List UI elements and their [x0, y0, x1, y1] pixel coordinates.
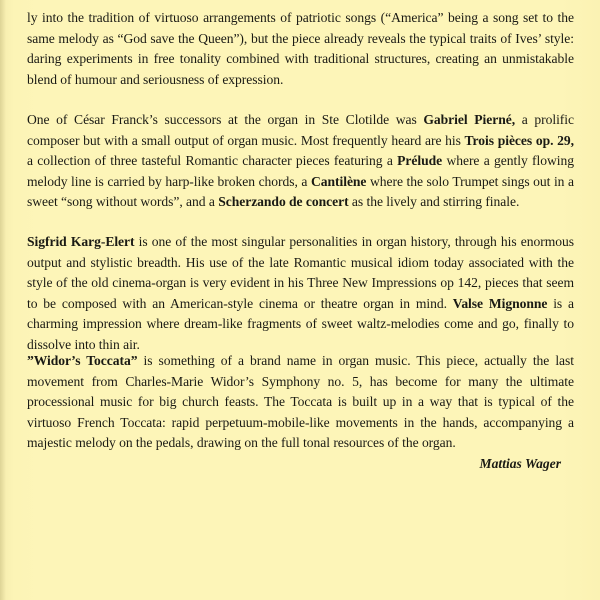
paragraph-text: is a charming impression where dream-like fragments of sweet waltz-melodies come and go, finally to dissolve into thin air. — [27, 295, 574, 352]
paragraph-text: where the solo Trumpet sings out in a sweet “song without words”, and a — [27, 173, 574, 210]
paragraph-text: ly into the tradition of virtuoso arrangements of patriotic songs (“America” being a song set to the same melody as “God save the Queen”), but the piece already reveals the typical traits of Ives’ style: daring experiments in free tonality combined with traditional structures, creating an unmistakable blend of humour and seriousness of expression. — [27, 10, 574, 87]
paragraph-ives — [27, 8, 574, 90]
paragraph-text: a collection of three tasteful Romantic character pieces featuring a — [27, 153, 398, 169]
paragraph-text: is one of the most singular personalities in organ history, through his enormous output and stylistic breadth. His use of the late Romantic musical idiom today associated with the style of the old cinema-organ is very evident in his Three New Impressions op 142, pieces that seem to be composed with an American-style cinema or theatre organ in mind. — [27, 234, 575, 311]
author-signature: Mattias Wager — [479, 456, 561, 471]
work-title: Prélude — [397, 153, 443, 169]
paragraph-pierne — [27, 110, 574, 213]
composer-name: Gabriel Pierné, — [423, 112, 516, 127]
work-title: Trois pièces op. 29, — [464, 132, 574, 148]
work-title: Valse Mignonne — [452, 295, 548, 311]
paragraph-text: is something of a brand name in organ music. This piece, actually the last movement from Charles-Marie Widor’s Symphony no. 5, has become for many the ultimate processional music for big church feasts. The Toccata is built up in a way that is typical of the virtuoso French Toccata: rapid perpetuum-mobile-like movements in the hands, accompanying a majestic melody on the pedals, drawing on the full tonal resources of the organ. — [27, 353, 574, 451]
page-spine-shadow — [0, 0, 6, 600]
paragraph-text: a prolific composer but with a small output of organ music. Most frequently heard are his — [27, 112, 574, 148]
composer-name: Sigfrid Karg-Elert — [27, 234, 135, 249]
work-title: ”Widor’s Toccata” — [27, 353, 138, 368]
paragraph-text: as the lively and stirring finale. — [348, 194, 520, 210]
paragraph-text: where a gently flowing melody line is carried by harp-like broken chords, a — [27, 153, 574, 189]
paragraph-text: One of César Franck’s successors at the organ in Ste Clotilde was — [27, 112, 424, 127]
paragraph-karg-elert — [27, 232, 574, 356]
work-title: Cantilène — [310, 173, 367, 189]
paragraph-widor — [27, 351, 574, 454]
work-title: Scherzando de concert — [218, 194, 349, 210]
